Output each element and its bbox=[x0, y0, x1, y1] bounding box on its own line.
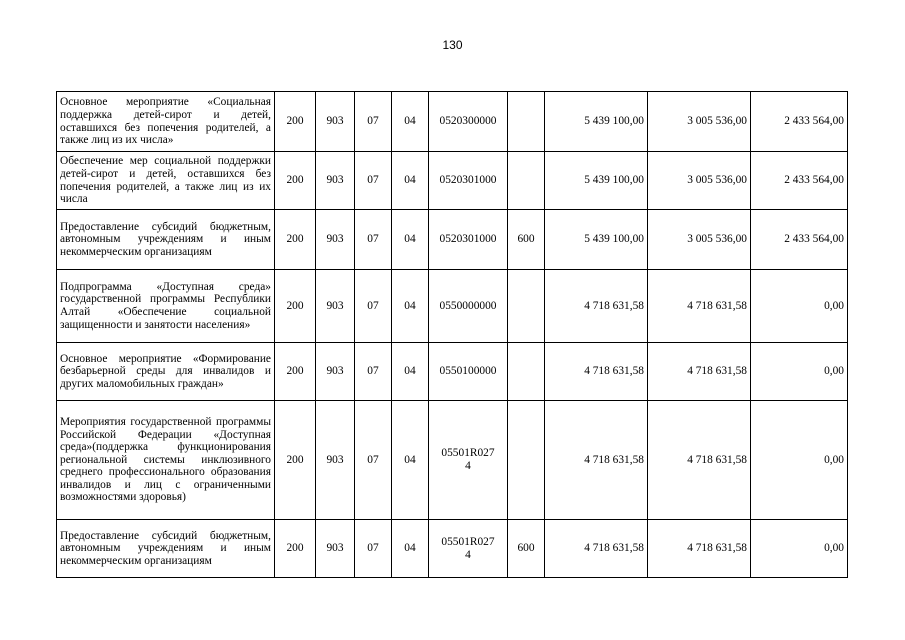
cell-glava: 200 bbox=[275, 401, 316, 520]
cell-ps: 07 bbox=[355, 210, 392, 270]
cell-glava: 200 bbox=[275, 152, 316, 210]
cell-rz: 903 bbox=[316, 92, 355, 152]
cell-sum-1: 4 718 631,58 bbox=[545, 401, 648, 520]
cell-glava: 200 bbox=[275, 520, 316, 578]
cell-ps: 07 bbox=[355, 401, 392, 520]
cell-rz: 903 bbox=[316, 401, 355, 520]
cell-sum-3: 2 433 564,00 bbox=[751, 210, 848, 270]
cell-rz: 903 bbox=[316, 520, 355, 578]
table-row bbox=[57, 270, 848, 343]
cell-csr: 0520301000 bbox=[429, 210, 508, 270]
cell-csr: 0550100000 bbox=[429, 343, 508, 401]
cell-vr bbox=[508, 270, 545, 343]
cell-name: Обеспечение мер социальной поддержки детей-сирот и детей, оставшихся без попечения родителей, а также лиц из их числа bbox=[57, 152, 275, 210]
cell-sum-2: 3 005 536,00 bbox=[648, 210, 751, 270]
cell-glava: 200 bbox=[275, 270, 316, 343]
cell-subsection: 04 bbox=[392, 270, 429, 343]
cell-ps: 07 bbox=[355, 92, 392, 152]
cell-glava: 200 bbox=[275, 92, 316, 152]
cell-subsection: 04 bbox=[392, 92, 429, 152]
page-number: 130 bbox=[442, 38, 463, 52]
cell-sum-3: 0,00 bbox=[751, 520, 848, 578]
cell-subsection: 04 bbox=[392, 401, 429, 520]
cell-sum-3: 0,00 bbox=[751, 270, 848, 343]
cell-sum-2: 4 718 631,58 bbox=[648, 401, 751, 520]
cell-vr: 600 bbox=[508, 520, 545, 578]
cell-subsection: 04 bbox=[392, 520, 429, 578]
cell-subsection: 04 bbox=[392, 343, 429, 401]
table-row bbox=[57, 401, 848, 520]
cell-sum-1: 4 718 631,58 bbox=[545, 270, 648, 343]
cell-ps: 07 bbox=[355, 270, 392, 343]
cell-name: Основное мероприятие «Формирование безбарьерной среды для инвалидов и других маломобильных граждан» bbox=[57, 343, 275, 401]
cell-sum-2: 3 005 536,00 bbox=[648, 152, 751, 210]
cell-rz: 903 bbox=[316, 270, 355, 343]
cell-name: Основное мероприятие «Социальная поддержка детей-сирот и детей, оставшихся без попечения родителей, а также лиц из их числа» bbox=[57, 92, 275, 152]
cell-sum-2: 3 005 536,00 bbox=[648, 92, 751, 152]
cell-csr: 0520300000 bbox=[429, 92, 508, 152]
cell-sum-1: 4 718 631,58 bbox=[545, 520, 648, 578]
cell-subsection: 04 bbox=[392, 152, 429, 210]
cell-vr: 600 bbox=[508, 210, 545, 270]
cell-sum-3: 2 433 564,00 bbox=[751, 92, 848, 152]
cell-sum-3: 2 433 564,00 bbox=[751, 152, 848, 210]
cell-vr bbox=[508, 401, 545, 520]
cell-sum-1: 4 718 631,58 bbox=[545, 343, 648, 401]
cell-name: Мероприятия государственной программы Российской Федерации «Доступная среда»(поддержка функционирования региональной системы инклюзивного среднего профессионального образования инвалидов и лиц с ограниченными возможностями здоровья) bbox=[57, 401, 275, 520]
table-row bbox=[57, 92, 848, 152]
cell-sum-2: 4 718 631,58 bbox=[648, 270, 751, 343]
cell-ps: 07 bbox=[355, 152, 392, 210]
table-row bbox=[57, 152, 848, 210]
cell-sum-2: 4 718 631,58 bbox=[648, 520, 751, 578]
cell-sum-1: 5 439 100,00 bbox=[545, 210, 648, 270]
table-row bbox=[57, 210, 848, 270]
cell-rz: 903 bbox=[316, 343, 355, 401]
cell-ps: 07 bbox=[355, 520, 392, 578]
cell-sum-1: 5 439 100,00 bbox=[545, 92, 648, 152]
cell-name: Подпрограмма «Доступная среда» государственной программы Республики Алтай «Обеспечение социальной защищенности и занятости населения» bbox=[57, 270, 275, 343]
cell-csr: 0550000000 bbox=[429, 270, 508, 343]
cell-sum-1: 5 439 100,00 bbox=[545, 152, 648, 210]
budget-table bbox=[56, 91, 848, 578]
cell-glava: 200 bbox=[275, 210, 316, 270]
table-row bbox=[57, 520, 848, 578]
cell-sum-2: 4 718 631,58 bbox=[648, 343, 751, 401]
cell-ps: 07 bbox=[355, 343, 392, 401]
cell-vr bbox=[508, 343, 545, 401]
cell-name: Предоставление субсидий бюджетным, автономным учреждениям и иным некоммерческим организациям bbox=[57, 210, 275, 270]
cell-vr bbox=[508, 152, 545, 210]
cell-subsection: 04 bbox=[392, 210, 429, 270]
cell-glava: 200 bbox=[275, 343, 316, 401]
cell-vr bbox=[508, 92, 545, 152]
table-row bbox=[57, 343, 848, 401]
cell-sum-3: 0,00 bbox=[751, 343, 848, 401]
cell-name: Предоставление субсидий бюджетным, автономным учреждениям и иным некоммерческим организациям bbox=[57, 520, 275, 578]
cell-csr: 05501R027 4 bbox=[429, 401, 508, 520]
cell-rz: 903 bbox=[316, 210, 355, 270]
cell-csr: 05501R027 4 bbox=[429, 520, 508, 578]
cell-rz: 903 bbox=[316, 152, 355, 210]
cell-csr: 0520301000 bbox=[429, 152, 508, 210]
cell-sum-3: 0,00 bbox=[751, 401, 848, 520]
